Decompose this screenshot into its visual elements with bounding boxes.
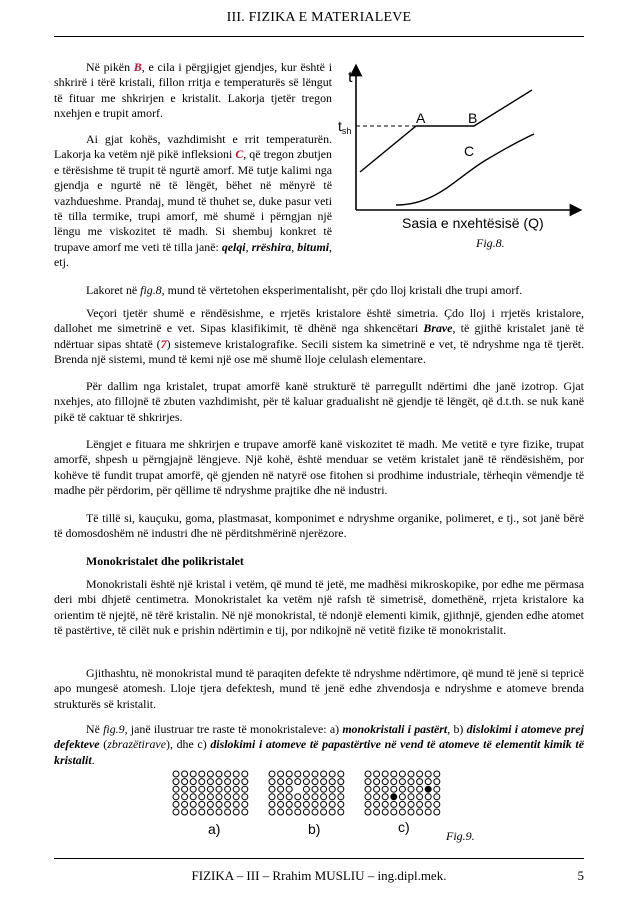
lattice-atom [199, 771, 205, 777]
paragraph-9: Gjithashtu, në monokristal mund të paraqiten defekte të ndryshme ndërtimore, që mund të jenë si tepricë apo mungesë atomesh. Lloje tjera defektesh, mund të jenë edhe zhvendosja e ndryshme e atomeve brenda strukturës së kristalit. [54, 666, 584, 711]
lattice-atom [365, 794, 371, 800]
lattice-atom [374, 809, 380, 815]
lattice-atom [269, 794, 275, 800]
paragraph-6: Lëngjet e fituara me shkrirjen e trupave amorfë kanë viskozitet të madh. Me vetitë e tyre fizike, trupat amorfë, shpesh u përngjajnë lëngjeve. Një kohë, është menduar se vetëm kristalet janë të rëndësishëm, por kohëve të fundit trupat amorfë, që gjenden në natyrë ose fitohen si prodhime industriale, tërheqin vëmendje të madhe për përdorim, për qëllime të ndryshme prajtike dhe në industri. [54, 437, 584, 498]
lattice-atom [417, 801, 423, 807]
lattice-atom [417, 786, 423, 792]
page-number: 5 [577, 868, 584, 883]
lattice-atom [303, 779, 309, 785]
text-span: Veçori tjetër shumë e rëndësishme, e rrjetës kristalore është simetria. Çdo lloj i rrjetës kristalore, dallohet me simetrinë e vet. Sipas klasifikimit, të dhënë nga shkencëtari [54, 306, 584, 336]
figure-8-graph [336, 60, 586, 260]
lattice-atom [382, 801, 388, 807]
lattice-atom [216, 779, 222, 785]
tsh-subscript: sh [341, 126, 352, 136]
lattice-atom [391, 779, 397, 785]
lattice-atom [278, 794, 284, 800]
lattice-a-label: a) [208, 821, 221, 837]
lattice-atom [374, 794, 380, 800]
lattice-c-label: c) [398, 819, 410, 835]
x-axis-label: Sasia e nxehtësisë (Q) [402, 215, 544, 231]
lattice-atom [225, 771, 231, 777]
lattice-atom [365, 801, 371, 807]
lattice-atom [269, 779, 275, 785]
text-span: ), dhe c) [165, 737, 211, 752]
lattice-atom [242, 786, 248, 792]
lattice-atom [382, 771, 388, 777]
lattice-atom [173, 786, 179, 792]
lattice-atom [199, 779, 205, 785]
lattice-atom [408, 779, 414, 785]
lattice-atom [321, 779, 327, 785]
lattice-atom [269, 801, 275, 807]
lattice-a [173, 771, 248, 815]
case-a-text: monokristali i pastërt [342, 722, 448, 736]
lattice-atom [408, 771, 414, 777]
lattice-atom [216, 771, 222, 777]
lattice-atom [408, 809, 414, 815]
lattice-atom [365, 809, 371, 815]
lattice-atom [329, 771, 335, 777]
lattice-atom [338, 771, 344, 777]
lattice-atom [425, 809, 431, 815]
lattice-atom [312, 794, 318, 800]
lattice-atom [329, 794, 335, 800]
lattice-atom [312, 771, 318, 777]
lattice-atom [321, 801, 327, 807]
lattice-atom [269, 809, 275, 815]
lattice-atom [225, 801, 231, 807]
lattice-atom [278, 771, 284, 777]
paragraph-8: Monokristali është një kristal i vetëm, që mund të jetë, me madhësi mikroskopike, por edhe me përmasa deri mbi dhjetë centimetra. Monokristalet ka vetëm një rafsh të simetrisë, domethënë, rrjeta kristalore ka orientim të njejtë, në tërë kristalin. Në një monokristal, të ndonjë elementi kimik, gjithnjë, gjenden edhe atomet të pastërtive, të cilët nuk e prishin ndërtimin e tij, por ndikojnë në vetitë fizike të monokristalit. [54, 577, 584, 638]
lattice-atom [321, 809, 327, 815]
tsh-label [338, 118, 351, 136]
lattice-atom [434, 786, 440, 792]
lattice-atom [338, 794, 344, 800]
lattice-atom [399, 786, 405, 792]
lattice-atom [408, 794, 414, 800]
lattice-atom [365, 779, 371, 785]
lattice-atom [269, 771, 275, 777]
lattice-atom [399, 794, 405, 800]
lattice-atom [303, 809, 309, 815]
lattice-atom [408, 786, 414, 792]
example-bitumen: bitumi [297, 239, 330, 254]
crystal-curve [360, 90, 532, 172]
lattice-atom [190, 794, 196, 800]
lattice-atom [173, 779, 179, 785]
lattice-atom [207, 779, 213, 785]
lattice-atom [242, 779, 248, 785]
lattice-atom [338, 779, 344, 785]
point-b-graph-label: B [468, 110, 478, 126]
lattice-atom [374, 771, 380, 777]
lattice-atom [312, 801, 318, 807]
lattice-atom [382, 809, 388, 815]
lattice-atom [225, 809, 231, 815]
figure-9-caption: Fig.9. [446, 829, 475, 843]
lattice-atom [182, 779, 188, 785]
lattice-atom [286, 771, 292, 777]
lattice-atom [434, 771, 440, 777]
lattice-atom [278, 809, 284, 815]
lattice-atom [382, 794, 388, 800]
text-span: , që tregon zbutjen e tërësishme të trupit të ngurtë amorf. Më tutje kalimi nga gjendja e ngurtë në të lëngët, bëhet në mënyrë të vazhdueshme. Prandaj, mund të thuhet se, duke pasur veti të tilla termike, trupi amorf, më shumë i përngjan një lëngu me viskozitet të madh. Si shembuj konkret të trupave amorf me veti të tilla janë: [54, 147, 332, 254]
footer-text: FIZIKA – III – Rrahim MUSLIU – ing.dipl.mek. [191, 868, 447, 883]
lattice-atom [338, 801, 344, 807]
lattice-atom [338, 809, 344, 815]
footer-divider [54, 858, 584, 859]
paragraph-7: Të tillë si, kauçuku, goma, plastmasat, komponimet e ndryshme organike, polimeret, e tj., sot janë bërë të domosdoshëm në industri dhe në përditshmërinë njerëzore. [54, 511, 584, 541]
paragraph-5: Për dallim nga kristalet, trupat amorfë kanë strukturë të parregullt ndërtimi dhe janë izotrop. Gjat nxehjes, ato fillojnë të zbuten vazhdimisht, për të kaluar gradualisht në gjendje të lëngët, që d.t.th. se nuk kanë pikë të caktuar të shkrirjes. [54, 379, 584, 424]
lattice-atom [216, 801, 222, 807]
paragraph-3 [54, 283, 584, 298]
lattice-atom [233, 809, 239, 815]
number-seven: 7 [160, 336, 167, 351]
lattice-b-label: b) [308, 821, 321, 837]
lattice-atom [374, 801, 380, 807]
text-span: Në [86, 722, 104, 736]
lattice-atom [286, 779, 292, 785]
lattice-atom [190, 779, 196, 785]
case-c-text: dislokimi i atomeve të papastërtive në vend të atomeve të elementit kimik të kristalit [54, 737, 584, 767]
scientist-name: Brave [423, 321, 453, 336]
lattice-atom [269, 786, 275, 792]
lattice-atom [365, 771, 371, 777]
text-span: Në pikën [86, 60, 134, 74]
text-span: ) sistemeve kristalografike. Secili sistem ka simetrinë e vet, të ndryshme nga të tjerët. Brenda një sistemi, mund të kemi një ose më shumë lloje celulash elementare. [54, 336, 585, 367]
text-span: , e cila i përgjigjet gjendjes, kur është i shkrirë i tërë kristali, fillon rritja e temperaturës së lëngut të fituar me shkrirjen e kristalit. Lakorja tjetër tregon nxehjen e trupit amorf. [54, 60, 332, 121]
lattice-atom [338, 786, 344, 792]
lattice-atom [329, 779, 335, 785]
lattice-atom [391, 809, 397, 815]
lattice-atom [312, 779, 318, 785]
lattice-atom [312, 786, 318, 792]
text-span: , janë ilustruar tre raste të monokristaleve: a) [124, 722, 343, 736]
lattice-atom [278, 801, 284, 807]
case-b-text: dislokimi i atomeve prej defekteve [54, 722, 584, 752]
fig-ref: fig.8 [140, 283, 162, 297]
lattice-atom [286, 786, 292, 792]
lattice-atom [233, 771, 239, 777]
lattice-atom [278, 786, 284, 792]
lattice-atom [173, 809, 179, 815]
lattice-atom [399, 771, 405, 777]
lattice-atom [382, 786, 388, 792]
impurity-atom [425, 786, 431, 792]
lattice-atom [321, 794, 327, 800]
lattice-atom [199, 794, 205, 800]
lattice-atom [303, 786, 309, 792]
lattice-atom [190, 786, 196, 792]
point-b-label: B [133, 60, 142, 74]
text-span: , [291, 239, 298, 254]
lattice-atom [425, 771, 431, 777]
lattice-atom [286, 809, 292, 815]
lattice-atom [321, 786, 327, 792]
lattice-atom [286, 801, 292, 807]
lattice-atom [303, 794, 309, 800]
lattice-atom [182, 786, 188, 792]
paragraph-4 [54, 306, 584, 368]
lattice-atom [182, 801, 188, 807]
lattice-c [365, 771, 440, 815]
lattice-atom [278, 779, 284, 785]
text-span: , mund të vërtetohen eksperimentalisht, për çdo lloj kristali dhe trupi amorf. [161, 283, 523, 297]
lattice-atom [190, 809, 196, 815]
lattice-atom [425, 801, 431, 807]
lattice-atom [321, 771, 327, 777]
lattice-atom [233, 779, 239, 785]
lattice-atom [329, 786, 335, 792]
text-span: . [91, 752, 95, 767]
fig-ref: fig.9 [103, 722, 125, 736]
lattice-atom [295, 794, 301, 800]
lattice-atom [207, 794, 213, 800]
example-resin: rrëshira [251, 239, 292, 254]
lattice-atom [173, 801, 179, 807]
lattice-atom [303, 801, 309, 807]
lattice-atom [242, 771, 248, 777]
text-span: , b) [447, 722, 467, 736]
lattice-atom [295, 771, 301, 777]
lattice-atom [399, 809, 405, 815]
point-c-label: C [235, 147, 244, 162]
lattice-atom [391, 801, 397, 807]
lattice-atom [312, 809, 318, 815]
lattice-atom [207, 786, 213, 792]
lattice-atom [382, 779, 388, 785]
lattice-atom [365, 786, 371, 792]
paragraph-1 [54, 60, 332, 122]
text-span: Lakoret në [86, 283, 141, 297]
text-span: Ai gjat kohës, vazhdimisht e rrit temperaturën. Lakorja ka vetëm një pikë infleksioni [54, 132, 332, 162]
lattice-atom [408, 801, 414, 807]
lattice-atom [434, 794, 440, 800]
lattice-atom [233, 801, 239, 807]
lattice-atom [182, 809, 188, 815]
lattice-atom [374, 786, 380, 792]
point-a-label: A [416, 110, 426, 126]
lattice-atom [173, 794, 179, 800]
lattice-atom [182, 771, 188, 777]
lattice-atom [295, 779, 301, 785]
header-divider [54, 36, 584, 37]
lattice-atom [173, 771, 179, 777]
paragraph-10 [54, 722, 584, 768]
text-span: , të gjithë kristalet janë të ndërtuar sipas shtatë ( [54, 321, 584, 351]
lattice-atom [434, 779, 440, 785]
vacancies-text: zbrazëtirave [107, 737, 166, 752]
lattice-atom [207, 771, 213, 777]
lattice-atom [225, 786, 231, 792]
lattice-atom [374, 779, 380, 785]
point-c-graph-label: C [464, 143, 475, 159]
lattice-atom [190, 771, 196, 777]
lattice-atom [329, 809, 335, 815]
lattice-atom [233, 786, 239, 792]
lattice-atom [199, 786, 205, 792]
lattice-atom [182, 794, 188, 800]
lattice-atom [391, 786, 397, 792]
paragraph-2 [54, 132, 332, 271]
figure-8-caption: Fig.8. [476, 236, 505, 250]
section-heading: Monokristalet dhe polikristalet [86, 554, 244, 568]
lattice-atom [233, 794, 239, 800]
lattice-atom [434, 801, 440, 807]
text-span: , etj. [54, 239, 332, 270]
lattice-atom [391, 771, 397, 777]
lattice-atom [216, 786, 222, 792]
lattice-atom [207, 801, 213, 807]
lattice-atom [303, 771, 309, 777]
y-axis-label: t [348, 69, 353, 86]
lattice-atom [417, 771, 423, 777]
lattice-atom [295, 801, 301, 807]
lattice-atom [399, 801, 405, 807]
lattice-atom [417, 809, 423, 815]
lattice-atom [216, 809, 222, 815]
lattice-atom [286, 794, 292, 800]
impurity-atom [391, 794, 397, 800]
lattice-b [269, 771, 344, 815]
tsh-main: t [338, 118, 342, 134]
lattice-atom [242, 794, 248, 800]
lattice-atom [207, 809, 213, 815]
lattice-atom [425, 779, 431, 785]
lattice-atom [225, 779, 231, 785]
text-span: ( [99, 737, 108, 752]
lattice-atom [199, 809, 205, 815]
lattice-atom [399, 779, 405, 785]
lattice-atom [216, 794, 222, 800]
example-glass: qelqi [221, 239, 246, 254]
lattice-atom [417, 779, 423, 785]
lattice-atom [329, 801, 335, 807]
lattice-atom [199, 801, 205, 807]
lattice-atom [295, 809, 301, 815]
lattice-atom [190, 801, 196, 807]
lattice-atom [434, 809, 440, 815]
lattice-atom [242, 809, 248, 815]
lattice-atom [242, 801, 248, 807]
lattice-atom [425, 794, 431, 800]
lattice-atom [225, 794, 231, 800]
lattice-atom [417, 794, 423, 800]
figure-9-lattices [150, 770, 490, 850]
page-header: III. FIZIKA E MATERIALEVE [226, 10, 412, 25]
text-span: , [245, 239, 252, 254]
